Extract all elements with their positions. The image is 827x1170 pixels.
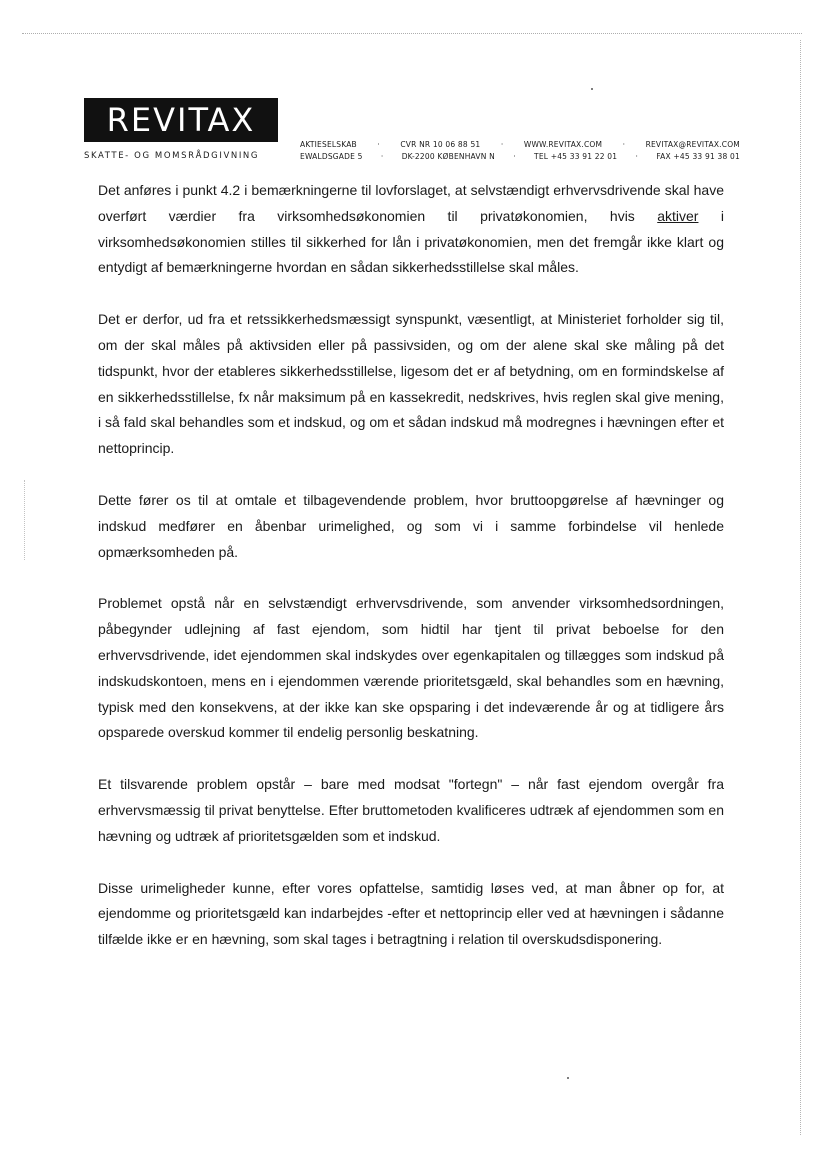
scan-border-top <box>22 33 802 34</box>
company-info <box>300 139 740 163</box>
paragraph-3: Dette fører os til at omtale et tilbagevendende problem, hvor bruttoopgørelse af hævninger og indskud medfører en åbenbar urimelighed, og som vi i samme forbindelse vil henlede opmærksomheden på. <box>98 491 724 560</box>
paragraph-2: Det er derfor, ud fra et retssikkerhedsmæssigt synspunkt, væsentligt, at Ministeriet forholder sig til, om der skal måles på aktivsiden eller på passivsiden, og om der alene skal ske måling på det tidspunkt, hvor der etableres sikkerhedsstillelse, ligesom det er af betydning, om en formindskelse af en sikkerhedsstillelse, fx når maksimum på en kassekredit, nedskrives, hvis reglen skal give mening, i så fald skal behandles som et indskud, og om et sådan indskud må modregnes i hævningen efter et nettoprincip. <box>98 311 724 457</box>
separator: · <box>622 140 626 149</box>
logo-text: REVITAX <box>106 101 256 139</box>
paragraph-1 <box>98 178 724 281</box>
email: REVITAX@REVITAX.COM <box>645 140 740 149</box>
revitax-logo <box>84 98 278 142</box>
cvr-number: CVR NR 10 06 88 51 <box>400 140 481 149</box>
company-info-line-1 <box>300 139 740 151</box>
paragraph-1-text-end: i virksomhedsøkonomien stilles til sikkerhed for lån i privatøkonomien, men det fremgår ikke klart og entydigt af bemærkningerne hvordan en sådan sikkerhedsstillelse skal måles. <box>98 207 725 276</box>
company-info-line-2 <box>300 151 740 163</box>
separator: · <box>380 152 384 161</box>
paragraph-1-text-start: Det anføres i punkt 4.2 i bemærkningerne til lovforslaget, at selvstændigt erhvervsdrivende skal have overført værdier fra virksomhedsøkonomien til privatøkonomien, hvis <box>98 182 724 224</box>
separator: · <box>513 152 516 161</box>
paragraph-6: Disse urimeligheder kunne, efter vores opfattelse, samtidig løses ved, at man åbner op for, at ejendomme og prioritetsgæld kan indarbejdes -efter et nettoprincip eller ved at hævningen i sådanne tilfælde ikke er en hævning, som skal tages i betragtning i relation til overskudsdisponering. <box>98 879 724 948</box>
paragraph-5: Et tilsvarende problem opstår – bare med modsat "fortegn" – når fast ejendom overgår fra erhvervsmæssig til privat benyttelse. Efter bruttometoden kvalificeres udtræk af ejendommen som en hævning og udtræk af prioritetsgælden som et indskud. <box>98 776 724 844</box>
letter-body <box>98 178 724 979</box>
scan-speck <box>567 1077 569 1079</box>
separator: · <box>377 140 380 149</box>
separator: · <box>500 140 504 149</box>
underlined-word-aktiver: aktiver <box>657 207 699 224</box>
company-type: AKTIESELSKAB <box>300 140 357 149</box>
website: WWW.REVITAX.COM <box>523 140 603 149</box>
letterhead-tagline: SKATTE- OG MOMSRÅDGIVNING <box>84 151 260 161</box>
scan-speck <box>591 88 593 90</box>
separator: · <box>635 152 639 161</box>
paragraph-4: Problemet opstå når en selvstændigt erhvervsdrivende, som anvender virksomhedsordningen, påbegynder udlejning af fast ejendom, som hidtil har tjent til privat beboelse for den erhvervsdrivende, idet ejendommen skal indskydes over egenkapitalen og tillægges som indskud på indskudskontoen, mens en i ejendommen værende prioritetsgæld, skal behandles som en hævning, typisk med den konsekvens, at der ikke kan ske opsparing i det indeværende år og at tidligere års opsparede overskud kommer til endelig personlig beskatning. <box>98 595 724 741</box>
postal-city: DK-2200 KØBENHAVN N <box>401 152 495 161</box>
fax: FAX +45 33 91 38 01 <box>656 152 740 161</box>
street-address: EWALDSGADE 5 <box>300 152 363 161</box>
scan-border-right <box>800 40 801 1135</box>
scan-border-left <box>24 480 25 560</box>
telephone: TEL +45 33 91 22 01 <box>534 152 618 161</box>
